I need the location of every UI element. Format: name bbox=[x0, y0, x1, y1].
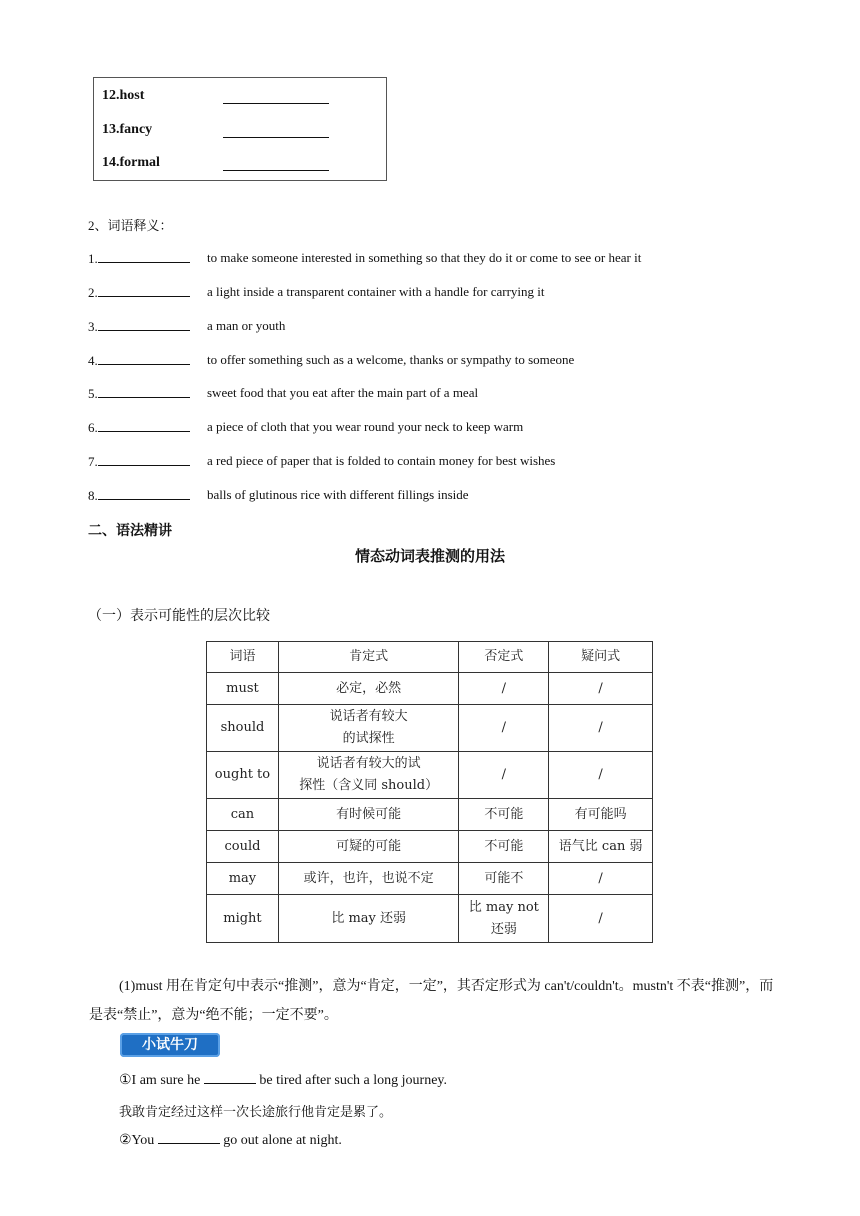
table-cell: / bbox=[549, 895, 653, 943]
table-cell: 比 may 还弱 bbox=[278, 895, 459, 943]
table-header-cell: 词语 bbox=[207, 642, 279, 673]
definition-text: a man or youth bbox=[207, 318, 286, 333]
definition-number: 1. bbox=[88, 250, 190, 267]
table-cell: 有可能吗 bbox=[549, 799, 653, 831]
definition-number: 2. bbox=[88, 284, 190, 301]
explanation-paragraph: (1)must 用在肯定句中表示“推测”，意为“肯定，一定”，其否定形式为 can't/couldn't。mustn't 不表“推测”，而是表“禁止”，意为“绝不能；一定不要”。 bbox=[89, 979, 774, 1023]
table-row bbox=[207, 752, 653, 799]
table-cell: 不可能 bbox=[459, 799, 549, 831]
answer-blank bbox=[98, 284, 190, 297]
answer-blank bbox=[98, 453, 190, 466]
answer-blank bbox=[158, 1131, 220, 1144]
table-cell: 不可能 bbox=[459, 831, 549, 863]
table-header-cell: 否定式 bbox=[459, 642, 549, 673]
definition-text: a piece of cloth that you wear round your neck to keep warm bbox=[207, 419, 524, 434]
table-cell: / bbox=[549, 752, 653, 799]
table-cell: 有时候可能 bbox=[278, 799, 459, 831]
answer-blank bbox=[98, 250, 190, 263]
answer-line bbox=[223, 103, 329, 104]
definition-text: a red piece of paper that is folded to contain money for best wishes bbox=[207, 453, 556, 468]
definition-number: 4. bbox=[88, 352, 190, 369]
section-heading: 2、词语释义： bbox=[88, 218, 173, 233]
answer-blank bbox=[98, 385, 190, 398]
table-cell: / bbox=[549, 673, 653, 705]
definition-number: 5. bbox=[88, 385, 190, 402]
definition-number: 8. bbox=[88, 487, 190, 504]
answer-blank bbox=[98, 419, 190, 432]
definition-number: 7. bbox=[88, 453, 190, 470]
example-sentence: ①I am sure he be tired after such a long journey. bbox=[119, 1073, 447, 1088]
table-cell: might bbox=[207, 895, 279, 943]
table-row bbox=[207, 895, 653, 943]
table-cell: 或许，也许，也说不定 bbox=[278, 863, 459, 895]
vocab-item: 14.formal bbox=[102, 155, 160, 170]
answer-blank bbox=[98, 318, 190, 331]
table-cell: 语气比 can 弱 bbox=[549, 831, 653, 863]
table-header-cell: 肯定式 bbox=[278, 642, 459, 673]
table-cell: should bbox=[207, 705, 279, 752]
answer-blank bbox=[98, 352, 190, 365]
table-row bbox=[207, 831, 653, 863]
table-cell: 可疑的可能 bbox=[278, 831, 459, 863]
definition-text: to make someone interested in something so that they do it or come to see or hear it bbox=[207, 250, 642, 265]
table-cell: 说话者有较大的试 探性（含义同 should） bbox=[278, 752, 459, 799]
table-cell: / bbox=[459, 705, 549, 752]
vocab-item: 12.host bbox=[102, 88, 145, 103]
table-row bbox=[207, 673, 653, 705]
table-cell: 说话者有较大 的试探性 bbox=[278, 705, 459, 752]
table-row bbox=[207, 705, 653, 752]
table-header-row bbox=[207, 642, 653, 673]
table-cell: can bbox=[207, 799, 279, 831]
table-cell: 可能不 bbox=[459, 863, 549, 895]
table-row bbox=[207, 863, 653, 895]
example-sentence: ②You go out alone at night. bbox=[119, 1133, 342, 1148]
table-cell: / bbox=[549, 863, 653, 895]
definition-number: 3. bbox=[88, 318, 190, 335]
table-cell: ought to bbox=[207, 752, 279, 799]
page-title: 情态动词表推测的用法 bbox=[354, 547, 505, 565]
definition-text: to offer something such as a welcome, thanks or sympathy to someone bbox=[207, 352, 575, 367]
example-translation: 我敢肯定经过这样一次长途旅行他肯定是累了。 bbox=[119, 1105, 393, 1120]
definition-number: 6. bbox=[88, 419, 190, 436]
table-cell: could bbox=[207, 831, 279, 863]
table-cell: may bbox=[207, 863, 279, 895]
table-cell: / bbox=[459, 752, 549, 799]
table-row bbox=[207, 799, 653, 831]
subheading: （一）表示可能性的层次比较 bbox=[88, 608, 270, 624]
vocabulary-box bbox=[93, 77, 387, 181]
answer-line bbox=[223, 137, 329, 138]
practice-badge: 小试牛刀 bbox=[120, 1033, 220, 1057]
section-heading: 二、语法精讲 bbox=[88, 523, 172, 539]
table-cell: 比 may not 还弱 bbox=[459, 895, 549, 943]
answer-blank bbox=[204, 1071, 256, 1084]
definition-text: balls of glutinous rice with different fillings inside bbox=[207, 487, 469, 502]
answer-blank bbox=[98, 487, 190, 500]
table-header-cell: 疑问式 bbox=[549, 642, 653, 673]
modal-verbs-table bbox=[206, 641, 653, 943]
definition-text: a light inside a transparent container with a handle for carrying it bbox=[207, 284, 545, 299]
table-cell: / bbox=[549, 705, 653, 752]
table-cell: / bbox=[459, 673, 549, 705]
table-cell: 必定，必然 bbox=[278, 673, 459, 705]
table-cell: must bbox=[207, 673, 279, 705]
definition-text: sweet food that you eat after the main part of a meal bbox=[207, 385, 479, 400]
answer-line bbox=[223, 170, 329, 171]
vocab-item: 13.fancy bbox=[102, 122, 153, 137]
